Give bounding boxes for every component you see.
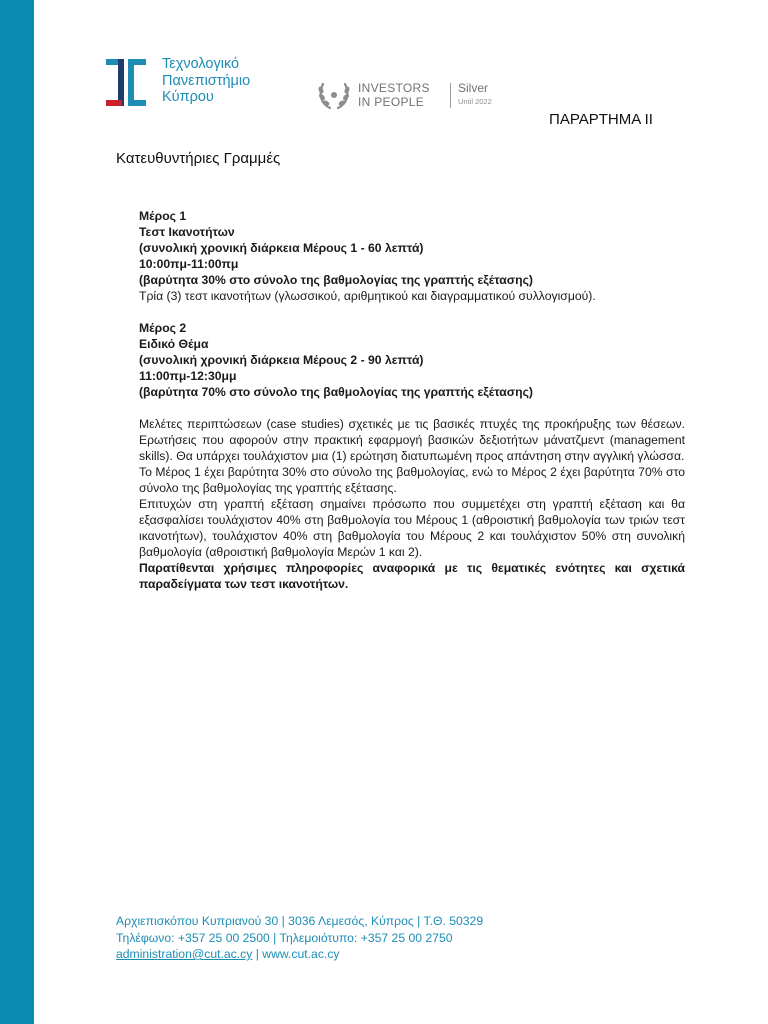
- annex-label: ΠΑΡΑΡΤΗΜΑ ΙΙ: [549, 111, 653, 128]
- part-2-duration: (συνολική χρονική διάρκεια Μέρους 2 - 90 λεπτά): [139, 353, 424, 367]
- footer-separator: |: [252, 947, 263, 961]
- part-2-label: Μέρος 2: [139, 321, 187, 335]
- investors-name-line-2: IN PEOPLE: [358, 95, 425, 109]
- badge-until: Until 2022: [458, 97, 492, 106]
- laurel-wreath-icon: [316, 78, 352, 112]
- website-link[interactable]: www.cut.ac.cy: [262, 947, 340, 961]
- university-name: [162, 56, 282, 106]
- case-studies-paragraph: Μελέτες περιπτώσεων (case studies) σχετικές με τις βασικές πτυχές της προκήρυξης των θέσεων. Ερωτήσεις που αφορούν στην πρακτική εφαρμογή βασικών δεξιοτήτων μάνατζμεντ (management skills). Θα υπάρχει τουλάχιστον μια (1) ερώτηση διατυπωμένη προς απάντηση στην αγγλική γλώσσα.: [139, 417, 685, 463]
- part-1-section: [139, 208, 685, 304]
- investors-in-people-badge: [316, 78, 496, 112]
- badge-divider: [450, 83, 451, 108]
- page-title: Κατευθυντήριες Γραμμές: [116, 150, 281, 167]
- investors-name-line-1: INVESTORS: [358, 81, 430, 95]
- badge-tier: Silver: [458, 81, 489, 95]
- university-name-line-1: Τεχνολογικό: [162, 56, 240, 72]
- part-1-time: 10:00πμ-11:00πμ: [139, 257, 239, 271]
- document-body: [139, 208, 685, 592]
- page-footer: [116, 913, 483, 963]
- note-paragraph: Παρατίθενται χρήσιμες πληροφορίες αναφορικά με τις θεματικές ενότητες και σχετικά παραδείγματα των τεστ ικανοτήτων.: [139, 561, 685, 591]
- part-2-name: Ειδικό Θέμα: [139, 337, 209, 351]
- email-link[interactable]: administration@cut.ac.cy: [116, 947, 253, 961]
- part-1-duration: (συνολική χρονική διάρκεια Μέρους 1 - 60 λεπτά): [139, 241, 424, 255]
- part-2-section: [139, 320, 685, 400]
- footer-address: Αρχιεπισκόπου Κυπριανού 30 | 3036 Λεμεσός, Κύπρος | Τ.Θ. 50329: [116, 914, 484, 928]
- part-1-weight: (βαρύτητα 30% στο σύνολο της βαθμολογίας της γραπτής εξέτασης): [139, 273, 533, 287]
- weighting-paragraph: Το Μέρος 1 έχει βαρύτητα 30% στο σύνολο της βαθμολογίας, ενώ το Μέρος 2 έχει βαρύτητα 70% στο σύνολο της βαθμολογίας της γραπτής εξέτασης.: [139, 465, 685, 495]
- part-2-weight: (βαρύτητα 70% στο σύνολο της βαθμολογίας της γραπτής εξέτασης): [139, 385, 533, 399]
- part-2-time: 11:00πμ-12:30μμ: [139, 369, 237, 383]
- side-accent-bar: [0, 0, 34, 1024]
- university-name-line-3: Κύπρου: [162, 89, 214, 105]
- part-1-name: Τεστ Ικανοτήτων: [139, 225, 235, 239]
- university-name-line-2: Πανεπιστήμιο: [162, 72, 251, 89]
- footer-phones: Τηλέφωνο: +357 25 00 2500 | Τηλεμοιότυπο: +357 25 00 2750: [116, 930, 453, 945]
- footer-contact-line: [116, 946, 483, 963]
- university-monogram-icon: [104, 56, 148, 108]
- part-1-description: Τρία (3) τεστ ικανοτήτων (γλωσσικού, αριθμητικού και διαγραμματικού συλλογισμού).: [139, 289, 596, 303]
- part-1-label: Μέρος 1: [139, 209, 187, 223]
- university-logo: [104, 56, 279, 111]
- pass-criteria-paragraph: Επιτυχών στη γραπτή εξέταση σημαίνει πρόσωπο που συμμετέχει στη γραπτή εξέταση και θα εξασφαλίσει τουλάχιστον 40% στη βαθμολογία του Μέρους 1 (αθροιστική βαθμολογία των τριών τεστ ικανοτήτων), τουλάχιστον 40% στη βαθμολογία του Μέρους 2 και τουλάχιστον 50% στη συνολική βαθμολογία (αθροιστική βαθμολογία Μερών 1 και 2).: [139, 497, 685, 559]
- investors-in-people-name: [358, 81, 430, 109]
